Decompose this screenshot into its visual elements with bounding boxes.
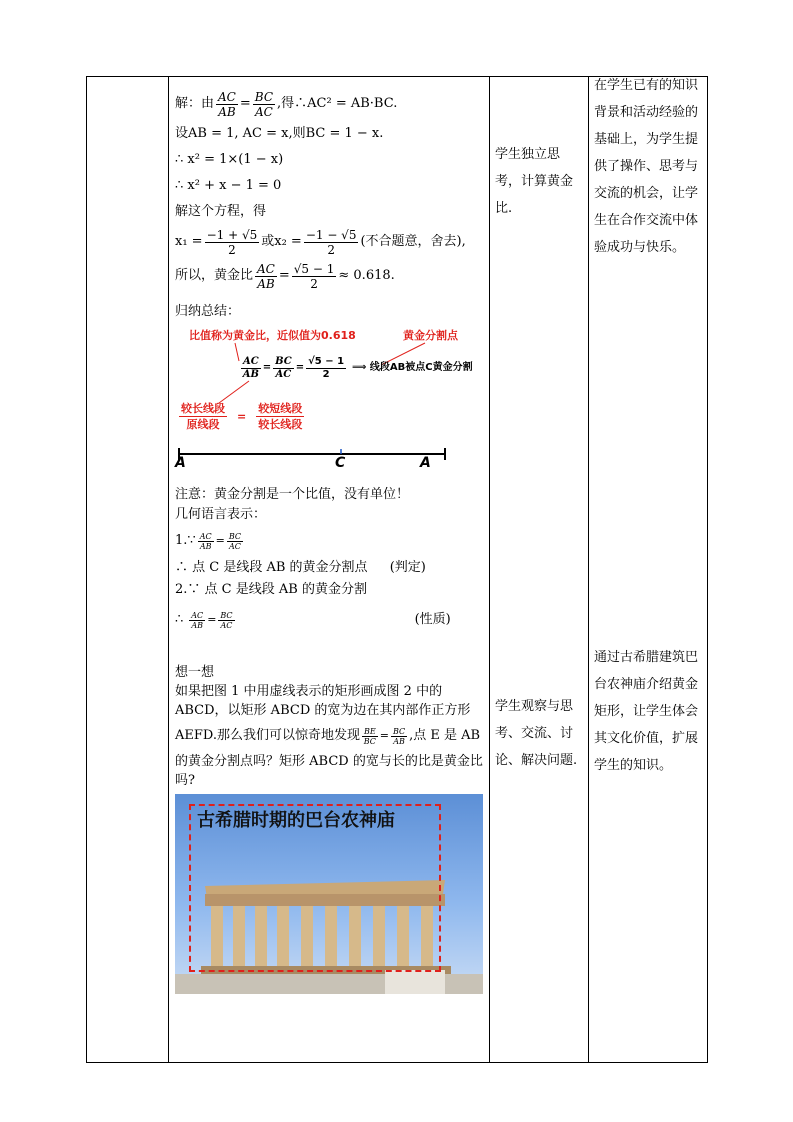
tag: (判定) [389,560,426,575]
text: x₁ = [175,234,203,249]
denominator: 2 [310,276,318,291]
fraction [253,90,275,119]
geometry-item-1-conclusion [175,557,485,579]
fraction [179,401,227,432]
denominator: AC [275,368,292,380]
golden-ratio-equation [239,355,473,381]
text: 所以，黄金比 [175,268,254,283]
solution-line-7 [175,259,485,293]
think-paragraph-1: 如果把图 1 中用虚线表示的矩形画成图 2 中的ABCD，以矩形 ABCD 的宽为边在其内部作正方形 [175,684,471,718]
text: ≈ 0.618. [338,268,395,283]
point-label-a-end: A [420,455,431,471]
geometry-item-1 [175,525,485,557]
numerator: BC [220,610,233,620]
column-divider [489,77,490,1062]
fraction [216,90,238,119]
equals-sign: = [207,613,217,626]
fraction [304,228,359,257]
fraction [306,356,346,381]
numerator: 较短线段 [258,402,303,415]
fraction [241,356,261,381]
note-line: 注意：黄金分割是一个比值，没有单位！ [175,487,410,502]
fraction [255,262,277,291]
student-activity-1: 学生独立思考，计算黄金比. [495,147,574,216]
parthenon-photo [175,794,483,994]
numerator: BC [392,726,406,736]
denominator: 2 [327,242,335,257]
point-note: 黄金分割点 [403,329,458,342]
numerator: 较长线段 [181,402,225,415]
numerator: AC [243,355,259,367]
student-activity-2: 学生观察与思考、交流、讨论、解决问题. [495,699,578,768]
think-paragraph-3: 的黄金分割点吗？矩形 ABCD 的宽与长的比是黄金比吗? [175,754,483,788]
numerator: BC [228,531,241,541]
solution-line-1 [175,87,485,121]
text: (不合题意，舍去), [360,234,466,249]
fraction [391,727,407,746]
fraction [362,727,378,746]
equals-sign: = [215,534,225,547]
numerator: −1 + √5 [206,227,258,242]
numerator: BC [254,89,274,104]
text: 1.∵ [175,533,196,548]
fraction [205,228,260,257]
teaching-content-cell [175,87,485,994]
denominator: AC [228,541,241,551]
fraction [198,532,214,551]
denominator: AB [393,736,405,746]
numerator: √5 − 1 [308,355,345,367]
tag: (性质) [414,612,451,627]
denominator: 原线段 [186,418,220,431]
denominator: AB [191,620,204,630]
fraction [189,611,205,630]
segment-ratio [177,401,306,432]
fraction [273,356,294,381]
fraction [218,611,234,630]
solution-line-3: ∴ x² = 1×(1 − x) [175,152,284,167]
numerator: √5 − 1 [293,261,335,276]
fraction [227,532,243,551]
denominator: 较长线段 [258,418,303,431]
equals-sign: = [239,96,251,111]
text: 解：由 [175,96,215,111]
text: AEFD.那么我们可以惊奇地发现 [175,728,360,743]
numerator: AC [191,610,204,620]
text: ∴ 点 C 是线段 AB 的黄金分割点 [175,560,368,575]
equals-sign: = [262,362,272,373]
summary-heading: 归纳总结： [175,304,241,319]
text: 或x₂ = [261,234,302,249]
solution-line-5: 解这个方程，得 [175,204,267,219]
denominator: 2 [322,368,330,380]
numerator: AC [199,531,212,541]
ratio-note: 比值称为黄金比，近似值为0.618 [189,329,356,342]
numerator: AC [257,261,275,276]
equals-sign: = [295,362,305,373]
solution-line-2: 设AB = 1, AC = x,则BC = 1 − x. [175,126,384,141]
numerator: −1 − √5 [305,227,357,242]
numerator: BC [275,355,292,367]
column-divider [588,77,589,1062]
geometry-language-heading: 几何语言表示： [175,507,267,522]
text: ∴ [175,612,184,627]
geometry-item-2: 2.∵ 点 C 是线段 AB 的黄金分割 [175,582,367,597]
point-label-c: C [335,455,346,471]
think-paragraph-2 [175,720,485,752]
denominator: AB [242,368,259,380]
denominator: 2 [228,242,236,257]
design-intent-1: 在学生已有的知识背景和活动经验的基础上，为学生提供了操作、思考与交流的机会，让学生在合作交流中体验成功与快乐。 [594,78,699,255]
column-divider [168,77,169,1062]
equals-sign: = [379,729,389,742]
solution-line-4: ∴ x² + x − 1 = 0 [175,178,282,193]
point-label-a: A [175,455,186,471]
fraction [292,262,337,291]
golden-ratio-summary-figure [175,329,485,469]
numerator: BE [364,726,376,736]
denominator: AC [254,104,273,119]
equals-sign: = [278,268,290,283]
solution-line-6 [175,225,485,259]
arrow-text: ⟹ 线段AB被点C黄金分割 [352,362,473,373]
text: ,点 E 是 AB [409,728,481,743]
denominator: AB [218,104,236,119]
geometry-item-2-conclusion [175,601,485,639]
denominator: BC [363,736,376,746]
think-heading: 想一想 [175,665,215,680]
summary-arrows [175,329,485,469]
text: ,得∴AC² = AB·BC. [277,96,398,111]
fraction [256,401,304,432]
numerator: AC [218,89,236,104]
denominator: AB [199,541,212,551]
denominator: AB [257,276,275,291]
equals-sign: = [237,409,247,423]
design-intent-2: 通过古希腊建筑巴台农神庙介绍黄金矩形，让学生体会其文化价值，扩展学生的知识。 [594,650,699,773]
denominator: AC [220,620,233,630]
photo-caption: 古希腊时期的巴台农神庙 [197,810,395,831]
lesson-table [86,76,708,1063]
